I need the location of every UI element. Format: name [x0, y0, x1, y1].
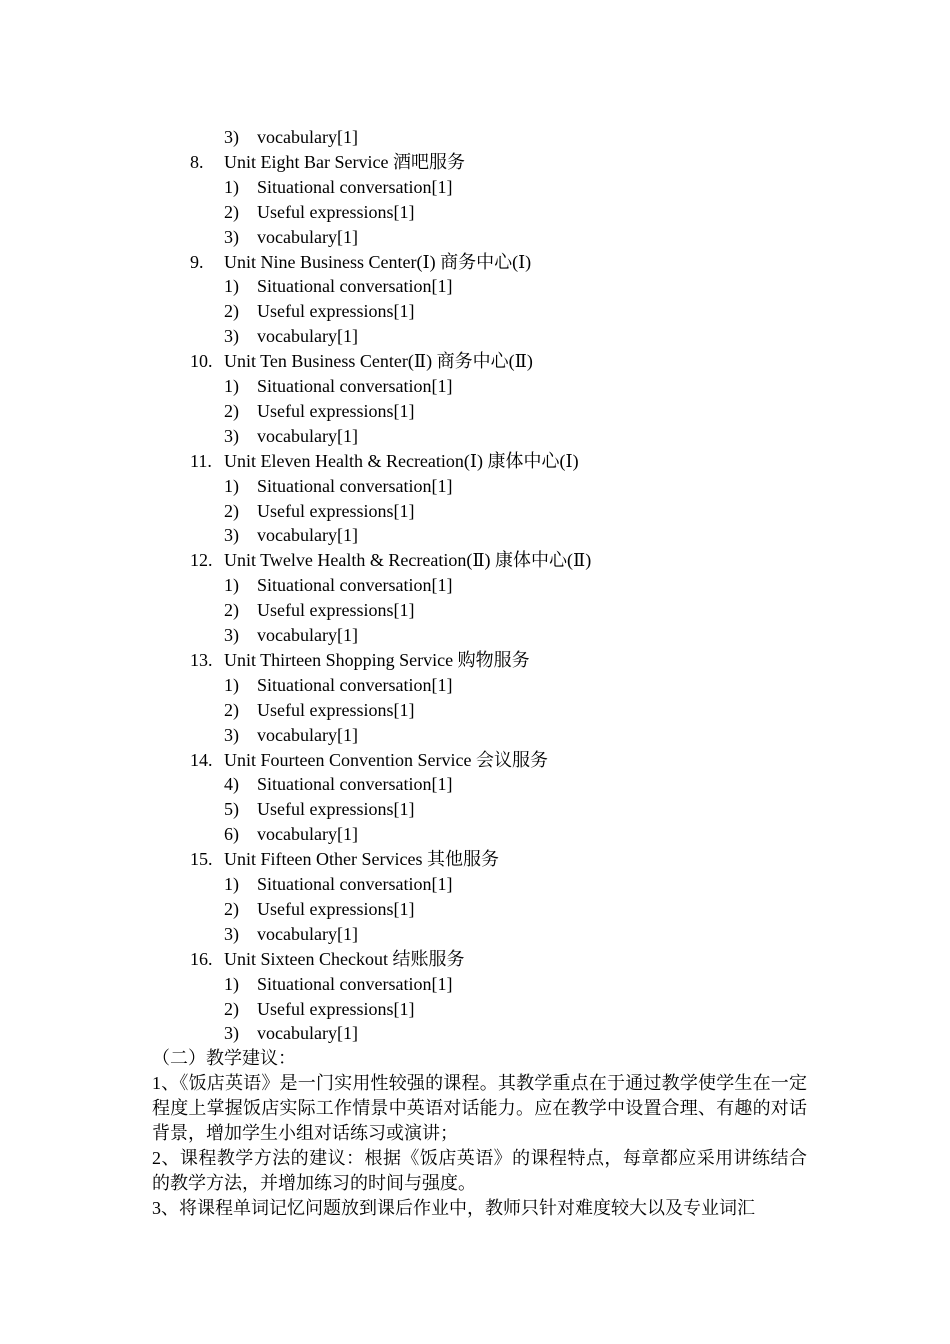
sub-item-text: vocabulary[1] [257, 127, 358, 147]
sub-item-text: vocabulary[1] [257, 525, 358, 546]
unit-item-number: 11. [190, 450, 212, 471]
sub-item-number: 6) [224, 824, 239, 845]
sub-item-text: Useful expressions[1] [257, 400, 415, 421]
sub-item-text: Situational conversation[1] [257, 674, 453, 695]
sub-item-number: 2) [224, 898, 239, 919]
sub-item-number: 2) [224, 301, 239, 322]
sub-item-number: 3) [224, 1023, 239, 1044]
sub-item-text: Situational conversation[1] [257, 475, 453, 496]
sub-item-text: Situational conversation[1] [257, 575, 453, 596]
sub-item-text: Situational conversation[1] [257, 774, 453, 795]
unit-item-text: Unit Eight Bar Service 酒吧服务 [224, 151, 465, 172]
unit-item-number: 8. [190, 151, 204, 172]
sub-item-number: 2) [224, 500, 239, 521]
sub-item-text: vocabulary[1] [257, 1023, 358, 1044]
sub-item-number: 2) [224, 600, 239, 621]
sub-item-text: Useful expressions[1] [257, 898, 415, 919]
unit-item-number: 12. [190, 550, 213, 571]
sub-item-number: 2) [224, 201, 239, 222]
unit-item-text: Unit Twelve Health & Recreation(Ⅱ) 康体中心(Ⅱ) [224, 550, 592, 571]
sub-item-number: 3) [224, 525, 239, 546]
paragraph-3: 3、将课程单词记忆问题放到课后作业中，教师只针对难度较大以及专业词汇 [152, 1198, 755, 1218]
sub-item-text: Situational conversation[1] [257, 276, 453, 297]
sub-item-number: 3) [224, 425, 239, 446]
sub-item-text: Situational conversation[1] [257, 973, 453, 994]
unit-item-text: Unit Sixteen Checkout 结账服务 [224, 948, 465, 969]
sub-item-text: Useful expressions[1] [257, 799, 415, 820]
sub-item-number: 4) [224, 774, 239, 795]
sub-item-number: 3) [224, 226, 239, 247]
sub-item-text: Useful expressions[1] [257, 998, 415, 1019]
sub-item-number: 5) [224, 799, 239, 820]
sub-item-number: 2) [224, 998, 239, 1019]
sub-item-number: 1) [224, 674, 239, 695]
paragraph-1: 1、《饭店英语》是一门实用性较强的课程。其教学重点在于通过教学使学生在一定程度上掌握饭店实际工作情景中英语对话能力。应在教学中设置合理、有趣的对话背景，增加学生小组对话练习或演讲； [152, 1073, 807, 1143]
sub-item-number: 1) [224, 973, 239, 994]
paragraph-2: 2、课程教学方法的建议：根据《饭店英语》的课程特点，每章都应采用讲练结合的教学方法，并增加练习的时间与强度。 [152, 1148, 807, 1193]
unit-item-text: Unit Nine Business Center(Ⅰ) 商务中心(Ⅰ) [224, 251, 532, 272]
sub-item-number: 3) [224, 127, 239, 147]
sub-item-text: vocabulary[1] [257, 425, 358, 446]
sub-item-number: 3) [224, 923, 239, 944]
sub-item-text: Situational conversation[1] [257, 176, 453, 197]
unit-item-text: Unit Fourteen Convention Service 会议服务 [224, 749, 548, 770]
sub-item-number: 3) [224, 724, 239, 745]
sub-item-text: Useful expressions[1] [257, 500, 415, 521]
sub-item-number: 1) [224, 176, 239, 197]
sub-item-text: Useful expressions[1] [257, 301, 415, 322]
sub-item-number: 1) [224, 376, 239, 396]
sub-item-text: vocabulary[1] [257, 923, 358, 944]
sub-item-text: vocabulary[1] [257, 226, 358, 247]
sub-item-number: 1) [224, 475, 239, 496]
unit-item-text: Unit Ten Business Center(Ⅱ) 商务中心(Ⅱ) [224, 351, 533, 372]
unit-item-number: 16. [190, 948, 213, 969]
sub-item-text: vocabulary[1] [257, 824, 358, 845]
unit-item-number: 14. [190, 749, 213, 770]
unit-item-text: Unit Fifteen Other Services 其他服务 [224, 849, 499, 870]
sub-item-text: Useful expressions[1] [257, 699, 415, 720]
sub-item-number: 1) [224, 874, 239, 894]
unit-item-number: 15. [190, 849, 213, 870]
sub-item-text: vocabulary[1] [257, 326, 358, 347]
sub-item-number: 1) [224, 575, 239, 596]
unit-item-text: Unit Thirteen Shopping Service 购物服务 [224, 649, 530, 670]
sub-item-text: Useful expressions[1] [257, 201, 415, 222]
section-heading: （二）教学建议： [152, 1048, 296, 1068]
sub-item-text: Situational conversation[1] [257, 874, 453, 894]
unit-item-text: Unit Eleven Health & Recreation(Ⅰ) 康体中心(Ⅰ) [224, 450, 579, 471]
sub-item-text: Useful expressions[1] [257, 600, 415, 621]
unit-item-number: 13. [190, 649, 213, 670]
sub-item-text: Situational conversation[1] [257, 376, 453, 396]
unit-item-number: 10. [190, 351, 213, 372]
sub-item-text: vocabulary[1] [257, 625, 358, 645]
sub-item-number: 2) [224, 699, 239, 720]
sub-item-number: 3) [224, 625, 239, 645]
sub-item-number: 1) [224, 276, 239, 297]
sub-item-text: vocabulary[1] [257, 724, 358, 745]
sub-item-number: 2) [224, 400, 239, 421]
unit-item-number: 9. [190, 251, 204, 272]
sub-item-number: 3) [224, 326, 239, 347]
